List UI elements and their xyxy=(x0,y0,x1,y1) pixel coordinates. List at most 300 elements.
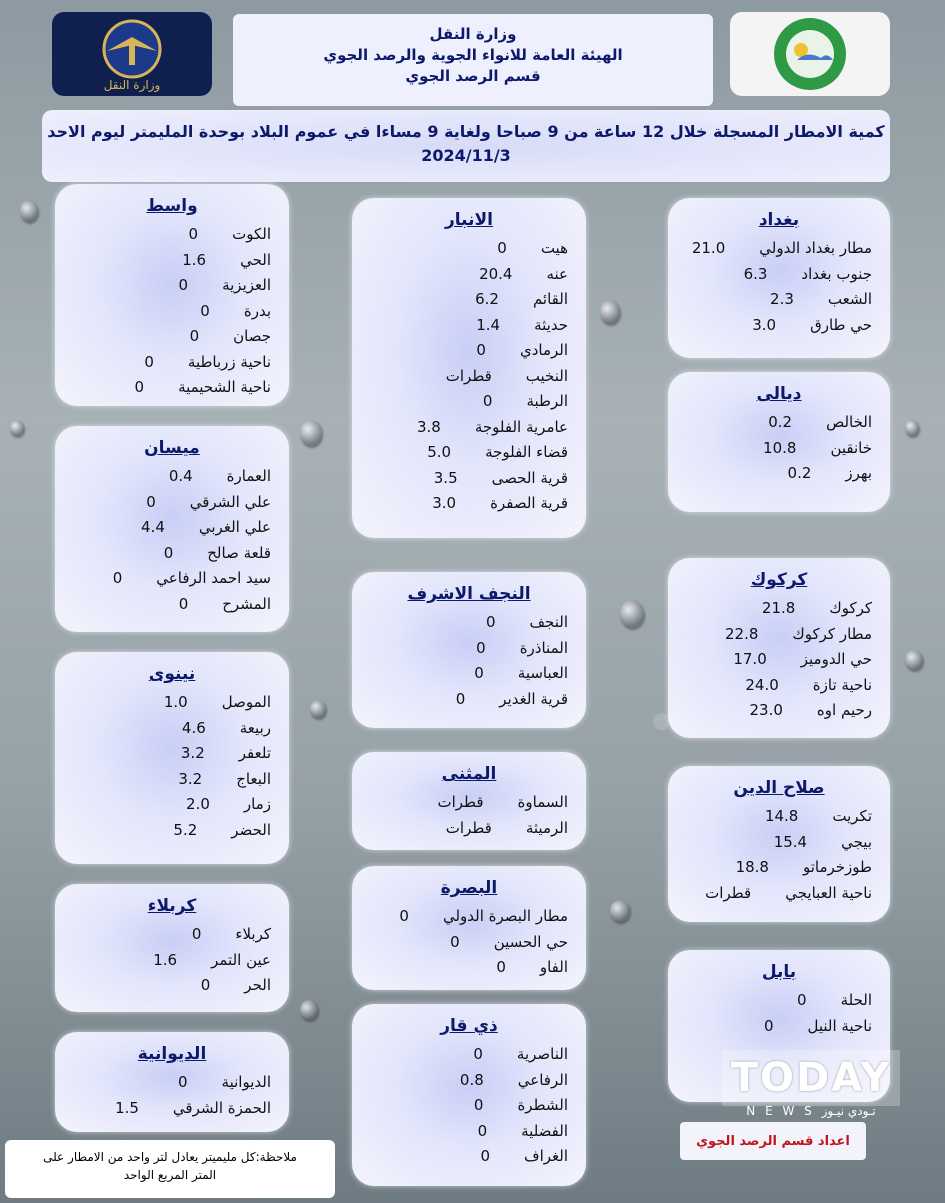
province-box-salahaddin xyxy=(668,766,890,922)
row-spacer xyxy=(201,922,235,948)
station-row xyxy=(370,610,568,636)
raindrop-decoration xyxy=(10,420,24,436)
raindrop-decoration xyxy=(300,420,322,446)
row-spacer xyxy=(492,364,526,390)
row-spacer xyxy=(767,647,801,673)
station-row xyxy=(73,464,271,490)
rainfall-value: 24.0 xyxy=(745,675,779,694)
station-name: النخيب xyxy=(525,366,568,385)
station-name: الرمادي xyxy=(519,341,568,359)
rainfall-value: 0 xyxy=(134,378,145,396)
station-name: الفاو xyxy=(539,958,568,976)
station-name: رحيم اوه xyxy=(816,701,872,719)
station-name: مطار كركوك xyxy=(792,624,872,643)
rainfall-value: 0 xyxy=(191,925,202,943)
row-spacer xyxy=(507,236,541,262)
ministry-name: وزارة النقل xyxy=(429,25,517,43)
station-row xyxy=(73,690,271,716)
row-spacer xyxy=(794,287,828,313)
rainfall-value: 0 xyxy=(797,991,807,1009)
station-name: الفضلية xyxy=(521,1121,568,1140)
station-name: تكريت xyxy=(832,807,872,825)
rainfall-value: 3.0 xyxy=(752,315,777,334)
station-name: حديثة xyxy=(534,315,568,334)
rainfall-value: 5.2 xyxy=(173,820,198,839)
row-spacer xyxy=(197,818,231,844)
rainfall-value: 0 xyxy=(200,301,210,320)
station-row xyxy=(686,673,872,699)
row-spacer xyxy=(767,262,801,288)
station-row xyxy=(686,313,872,339)
station-name: الرفاعي xyxy=(517,1070,568,1089)
province-title: ذي قار xyxy=(440,1016,498,1036)
row-spacer xyxy=(458,466,492,492)
rainfall-value: 0 xyxy=(477,1121,488,1140)
station-row xyxy=(370,389,568,415)
station-row xyxy=(73,948,271,974)
header-panel xyxy=(233,14,713,106)
rainfall-value: قطرات xyxy=(437,793,484,811)
row-spacer xyxy=(188,273,222,299)
row-spacer xyxy=(796,436,830,462)
station-row xyxy=(370,338,568,364)
station-name: طوزخرماتو xyxy=(802,858,872,876)
row-spacer xyxy=(139,1096,173,1122)
rainfall-value: 4.4 xyxy=(141,518,165,536)
station-name: ناحية تازة xyxy=(812,675,872,694)
row-spacer xyxy=(499,287,533,313)
rainfall-value: 1.0 xyxy=(163,693,188,711)
credit-label: اعداد قسم الرصد الجوي xyxy=(680,1122,866,1160)
station-name: بيجي xyxy=(841,832,872,851)
station-row xyxy=(370,313,568,339)
row-spacer xyxy=(483,1042,517,1068)
station-name: الحي xyxy=(240,250,271,269)
station-row xyxy=(73,490,271,516)
station-row xyxy=(370,1093,568,1119)
row-spacer xyxy=(210,299,244,325)
station-name: قلعة صالح xyxy=(207,543,271,562)
row-spacer xyxy=(496,610,530,636)
rainfall-value: 18.8 xyxy=(735,858,769,876)
rainfall-value: 3.8 xyxy=(416,417,441,436)
station-name: الحلة xyxy=(840,991,872,1009)
station-name: السماوة xyxy=(517,793,568,811)
rainfall-value: 0 xyxy=(450,932,460,951)
station-row xyxy=(370,930,568,956)
rainfall-value: 0 xyxy=(482,392,493,410)
province-box-basra xyxy=(352,866,586,990)
province-title: واسط xyxy=(146,196,198,216)
rainfall-value: 0 xyxy=(476,638,486,657)
row-spacer xyxy=(188,1070,222,1096)
province-title: صلاح الدين xyxy=(733,778,825,798)
rainfall-value: 1.6 xyxy=(182,250,207,269)
report-date: 2024/11/3 xyxy=(421,146,511,165)
rainfall-value: 0 xyxy=(189,327,200,345)
station-name: المناذرة xyxy=(519,638,568,657)
rainfall-value: 6.3 xyxy=(743,264,768,283)
raindrop-decoration xyxy=(905,420,919,436)
station-name: ناحية الشحيمية xyxy=(178,378,271,396)
row-spacer xyxy=(490,1144,524,1170)
rainfall-value: 15.4 xyxy=(773,832,808,851)
station-row xyxy=(73,716,271,742)
row-spacer xyxy=(210,792,244,818)
row-spacer xyxy=(122,566,156,592)
rainfall-value: 0.8 xyxy=(459,1070,484,1089)
raindrop-decoration xyxy=(600,300,620,324)
rainfall-value: 3.2 xyxy=(180,744,205,762)
station-row xyxy=(370,236,568,262)
row-spacer xyxy=(484,790,518,816)
province-box-wasit xyxy=(55,184,289,406)
station-name: الموصل xyxy=(221,693,271,711)
station-row xyxy=(370,415,568,441)
station-name: قرية الغدير xyxy=(499,689,568,708)
station-name: الحضر xyxy=(231,820,271,839)
station-name: النجف xyxy=(529,613,568,631)
station-row xyxy=(73,515,271,541)
station-name: عين التمر xyxy=(211,950,271,969)
station-name: الخالص xyxy=(826,413,872,431)
row-spacer xyxy=(758,622,792,648)
station-row xyxy=(686,1014,872,1040)
station-name: العباسية xyxy=(517,664,568,682)
rainfall-value: 0.2 xyxy=(768,413,793,431)
station-row xyxy=(370,1144,568,1170)
station-row xyxy=(370,816,568,842)
note-line: المتر المربع الواحد xyxy=(123,1168,217,1182)
row-spacer xyxy=(202,767,236,793)
station-name: عامرية الفلوجة xyxy=(474,417,568,436)
rainfall-value: 1.5 xyxy=(115,1098,139,1117)
row-spacer xyxy=(484,661,518,687)
rainfall-value: 3.2 xyxy=(178,769,203,788)
rainfall-value: 0 xyxy=(485,613,496,631)
station-name: الحر xyxy=(244,976,271,994)
station-name: جنوب بغداد xyxy=(801,264,872,283)
station-row xyxy=(370,687,568,713)
rainfall-value: 2.3 xyxy=(770,290,794,308)
station-name: حي الحسين xyxy=(493,932,568,951)
province-title: ديالى xyxy=(756,384,802,404)
station-name: سيد احمد الرفاعي xyxy=(156,569,271,587)
station-row xyxy=(370,466,568,492)
station-row xyxy=(686,622,872,648)
station-row xyxy=(73,741,271,767)
province-box-nineveh xyxy=(55,652,289,864)
station-row xyxy=(73,566,271,592)
rainfall-value: 0 xyxy=(497,239,507,257)
authority-name: الهيئة العامة للانواء الجوية والرصد الجوي xyxy=(323,46,623,64)
rainfall-value: 2.0 xyxy=(186,795,210,813)
row-spacer xyxy=(210,973,244,999)
station-name: علي الشرقي xyxy=(189,492,271,511)
row-spacer xyxy=(492,816,526,842)
rainfall-value: 23.0 xyxy=(749,701,783,719)
rainfall-value: 0 xyxy=(476,341,486,359)
today-news-watermark: TODAY xyxy=(722,1050,900,1106)
station-row xyxy=(370,661,568,687)
station-row xyxy=(73,273,271,299)
rainfall-value: 1.6 xyxy=(153,950,178,969)
row-spacer xyxy=(156,490,190,516)
station-name: الرطبة xyxy=(526,392,568,410)
station-row xyxy=(73,592,271,618)
raindrop-decoration xyxy=(20,200,38,222)
row-spacer xyxy=(199,324,233,350)
station-row xyxy=(73,792,271,818)
row-spacer xyxy=(751,881,785,907)
station-name: بدرة xyxy=(243,301,271,320)
station-name: القائم xyxy=(532,290,568,308)
rainfall-value: 5.0 xyxy=(427,443,452,461)
note-line: ملاحظة:كل مليميتر يعادل لتر واحد من الامطار على xyxy=(43,1150,297,1164)
station-row xyxy=(686,596,872,622)
report-title-banner xyxy=(42,110,890,182)
province-title: كربلاء xyxy=(147,896,197,916)
rainfall-value: 21.0 xyxy=(691,239,726,257)
station-row xyxy=(73,222,271,248)
rainfall-value: 0 xyxy=(473,1045,483,1063)
station-name: ناحية العبايجي xyxy=(785,883,872,902)
raindrop-decoration xyxy=(300,1000,318,1020)
station-row xyxy=(686,855,872,881)
row-spacer xyxy=(177,948,211,974)
station-row xyxy=(73,1070,271,1096)
row-spacer xyxy=(500,313,534,339)
rainfall-value: 0 xyxy=(474,664,484,682)
province-title: البصرة xyxy=(440,878,498,898)
row-spacer xyxy=(165,515,199,541)
station-name: تلعفر xyxy=(238,744,271,762)
station-row xyxy=(73,1096,271,1122)
row-spacer xyxy=(144,375,178,401)
province-box-najaf xyxy=(352,572,586,728)
row-spacer xyxy=(198,222,232,248)
station-row xyxy=(686,988,872,1014)
rainfall-value: 3.5 xyxy=(433,468,458,487)
station-name: كربلاء xyxy=(235,925,271,943)
rainfall-value: 10.8 xyxy=(763,438,797,457)
station-name: الناصرية xyxy=(516,1045,568,1063)
station-row xyxy=(73,973,271,999)
station-name: ناحية النيل xyxy=(807,1016,872,1035)
station-row xyxy=(370,955,568,981)
row-spacer xyxy=(769,855,803,881)
meteorology-emblem-icon xyxy=(735,14,885,94)
row-spacer xyxy=(807,988,841,1014)
station-name: قرية الحصى xyxy=(491,468,568,487)
rainfall-value: 17.0 xyxy=(733,650,767,668)
station-name: عنه xyxy=(546,264,568,283)
row-spacer xyxy=(807,830,841,856)
row-spacer xyxy=(193,464,227,490)
station-row xyxy=(73,375,271,401)
rainfall-value: 0 xyxy=(455,689,466,708)
station-row xyxy=(73,541,271,567)
province-title: المثنى xyxy=(441,764,497,784)
province-box-diwaniya xyxy=(55,1032,289,1132)
station-name: المشرح xyxy=(222,594,271,613)
station-row xyxy=(686,461,872,487)
rainfall-value: 0 xyxy=(399,907,409,925)
rainfall-value: 0 xyxy=(163,543,174,562)
row-spacer xyxy=(486,636,520,662)
station-name: قرية الصفرة xyxy=(490,494,568,512)
row-spacer xyxy=(205,741,239,767)
ministry-emblem-icon xyxy=(57,15,207,93)
station-row xyxy=(73,350,271,376)
raindrop-decoration xyxy=(610,900,630,922)
station-name: الغراف xyxy=(524,1147,568,1165)
station-name: حي طارق xyxy=(810,315,872,334)
station-row xyxy=(686,698,872,724)
station-name: حي الدوميز xyxy=(800,650,872,668)
meteorology-logo xyxy=(730,12,890,96)
station-name: الكوت xyxy=(232,225,271,243)
rainfall-value: 0.2 xyxy=(787,464,812,482)
row-spacer xyxy=(492,389,526,415)
station-row xyxy=(686,262,872,288)
row-spacer xyxy=(773,1014,807,1040)
row-spacer xyxy=(206,248,240,274)
rainfall-value: 0 xyxy=(200,976,211,994)
province-box-kirkuk xyxy=(668,558,890,738)
station-row xyxy=(370,287,568,313)
row-spacer xyxy=(725,236,759,262)
station-row xyxy=(73,818,271,844)
rainfall-value: 0 xyxy=(112,569,123,587)
station-row xyxy=(370,904,568,930)
station-row xyxy=(73,922,271,948)
province-box-muthanna xyxy=(352,752,586,850)
province-box-anbar xyxy=(352,198,586,538)
station-name: الحمزة الشرقي xyxy=(172,1098,271,1117)
row-spacer xyxy=(409,904,443,930)
row-spacer xyxy=(512,262,546,288)
row-spacer xyxy=(506,955,540,981)
province-box-karbala xyxy=(55,884,289,1012)
row-spacer xyxy=(783,698,817,724)
rainfall-value: 22.8 xyxy=(725,624,759,643)
rainfall-value: 0 xyxy=(763,1016,774,1035)
ministry-logo-text: وزارة النقل xyxy=(103,78,161,92)
station-name: هيت xyxy=(540,239,568,257)
station-name: العزيزية xyxy=(222,276,271,294)
rainfall-value: 0 xyxy=(144,352,154,371)
station-row xyxy=(686,410,872,436)
row-spacer xyxy=(811,461,845,487)
ministry-logo xyxy=(52,12,212,96)
rainfall-value: قطرات xyxy=(445,818,492,837)
station-row xyxy=(370,790,568,816)
rainfall-value: 0 xyxy=(178,1073,188,1091)
row-spacer xyxy=(154,350,188,376)
station-row xyxy=(73,324,271,350)
raindrop-decoration xyxy=(310,700,326,718)
station-row xyxy=(370,262,568,288)
station-row xyxy=(686,287,872,313)
row-spacer xyxy=(792,410,826,436)
province-title: بابل xyxy=(761,962,797,982)
station-row xyxy=(686,436,872,462)
station-name: ربيعة xyxy=(239,718,271,737)
rainfall-value: 6.2 xyxy=(475,290,499,308)
station-row xyxy=(73,248,271,274)
row-spacer xyxy=(776,313,810,339)
row-spacer xyxy=(465,687,499,713)
province-title: ميسان xyxy=(144,438,200,458)
rainfall-value: 21.8 xyxy=(761,599,796,617)
rainfall-value: 4.6 xyxy=(181,718,206,737)
station-row xyxy=(370,440,568,466)
row-spacer xyxy=(487,1119,521,1145)
station-row xyxy=(370,636,568,662)
province-title: الديوانية xyxy=(137,1044,207,1064)
station-row xyxy=(370,364,568,390)
row-spacer xyxy=(484,1068,518,1094)
raindrop-decoration xyxy=(620,600,644,628)
row-spacer xyxy=(486,338,520,364)
province-box-baghdad xyxy=(668,198,890,358)
rainfall-value: 0 xyxy=(178,276,189,294)
rainfall-value: 0.4 xyxy=(168,467,193,485)
station-name: كركوك xyxy=(829,599,872,617)
row-spacer xyxy=(188,690,222,716)
rainfall-value: 0 xyxy=(473,1096,484,1114)
station-row xyxy=(686,830,872,856)
station-row xyxy=(370,1042,568,1068)
station-name: جصان xyxy=(233,327,271,345)
province-title: نينوى xyxy=(148,664,196,684)
rainfall-value: 0 xyxy=(480,1147,491,1165)
province-box-maysan xyxy=(55,426,289,632)
note-box xyxy=(5,1140,335,1198)
report-title: كمية الامطار المسجلة خلال 12 ساعة من 9 صباحا ولغاية 9 مساءا في عموم البلاد بوحدة المليمتر ليوم الاحد xyxy=(47,122,885,141)
station-name: مطار بغداد الدولي xyxy=(759,239,872,257)
province-title: كركوك xyxy=(750,570,808,590)
station-name: خانقين xyxy=(830,438,872,457)
station-row xyxy=(73,299,271,325)
row-spacer xyxy=(460,930,494,956)
station-row xyxy=(686,804,872,830)
station-name: بهرز xyxy=(845,464,872,482)
province-title: بغداد xyxy=(758,210,800,230)
row-spacer xyxy=(798,804,832,830)
rainfall-value: 1.4 xyxy=(476,315,501,334)
rainfall-value: 0 xyxy=(146,492,156,511)
today-news-subtitle: N E W S تـودي نيـوز xyxy=(746,1104,876,1118)
rainfall-value: 0 xyxy=(496,958,506,976)
row-spacer xyxy=(441,415,475,441)
rainfall-value: 0 xyxy=(188,225,199,243)
row-spacer xyxy=(188,592,222,618)
row-spacer xyxy=(206,716,240,742)
row-spacer xyxy=(795,596,829,622)
station-name: الديوانية xyxy=(221,1073,271,1091)
station-name: قضاء الفلوجة xyxy=(485,443,568,461)
station-name: مطار البصرة الدولي xyxy=(442,907,568,925)
station-name: علي الغربي xyxy=(198,518,271,536)
province-title: النجف الاشرف xyxy=(407,584,531,604)
row-spacer xyxy=(173,541,207,567)
station-row xyxy=(73,767,271,793)
rainfall-value: 3.0 xyxy=(432,494,457,512)
province-title: الانبار xyxy=(445,210,493,230)
rainfall-value: 14.8 xyxy=(764,807,799,825)
